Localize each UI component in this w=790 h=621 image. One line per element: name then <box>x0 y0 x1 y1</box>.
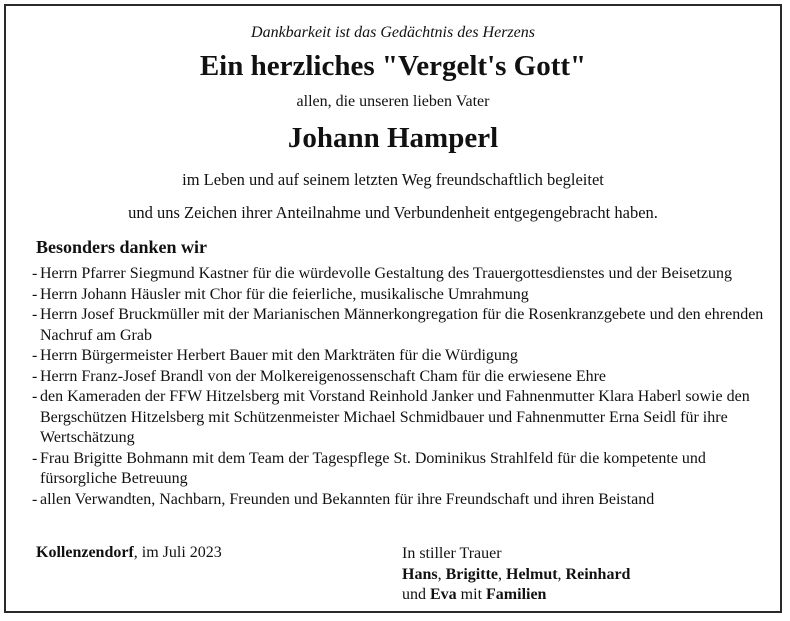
mourner-name: Brigitte <box>445 565 498 583</box>
dash-bullet: - <box>32 490 38 508</box>
obituary-notice <box>4 4 782 613</box>
dash-bullet: - <box>32 388 38 405</box>
list-item-text: Herrn Franz-Josef Brandl von der Molkereigenossenschaft Cham für die erwiesene Ehre <box>40 367 607 385</box>
place-and-date <box>36 544 222 562</box>
list-item-text: den Kameraden der FFW Hitzelsberg mit Vorstand Reinhold Janker und Fahnenmutter Klara Haberl sowie den Bergschützen Hitzelsberg mit Schützenmeister Michael Schmidbauer und Fahnenmutter Erna Seidl für ihre Wertschätzung <box>40 388 750 446</box>
list-item-text: Herrn Josef Bruckmüller mit der Marianischen Männerkongregation für die Rosenkranzgebete und den ehrenden Nachruf am Grab <box>40 306 764 344</box>
deceased-name: Johann Hamperl <box>287 122 499 154</box>
dash-bullet: - <box>32 306 38 323</box>
motto: Dankbarkeit ist das Gedächtnis des Herzens <box>251 24 535 41</box>
list-item-text: Herrn Bürgermeister Herbert Bauer mit den Markträten für die Würdigung <box>40 347 518 364</box>
gratitude-line-2: und uns Zeichen ihrer Anteilnahme und Verbundenheit entgegengebracht haben. <box>128 203 658 222</box>
mourner-name: Hans <box>402 565 438 583</box>
list-item <box>32 285 772 306</box>
mourner-name: Eva <box>430 586 457 603</box>
in-mourning-label: In stiller Trauer <box>402 545 502 562</box>
list-item <box>32 387 772 449</box>
intro-text: allen, die unseren lieben Vater <box>296 93 490 110</box>
mourners-line-1 <box>402 565 630 586</box>
list-item <box>32 367 772 388</box>
mourner-name: Helmut <box>506 565 558 583</box>
list-item <box>32 346 772 367</box>
list-item-text: Frau Brigitte Bohmann mit dem Team der Tagespflege St. Dominikus Strahlfeld für die kompetente und fürsorgliche Betreuung <box>40 449 706 487</box>
dash-bullet: - <box>32 347 38 364</box>
dash-bullet: - <box>32 285 38 303</box>
list-item <box>32 490 772 511</box>
separator: , <box>437 565 446 583</box>
separator: , <box>498 565 506 583</box>
separator: , <box>557 565 566 583</box>
dash-bullet: - <box>32 367 38 385</box>
dash-bullet: - <box>32 449 38 467</box>
list-item <box>32 305 772 346</box>
families-label: Familien <box>486 586 547 603</box>
mourner-name: Reinhard <box>565 565 631 583</box>
thanks-heading: Besonders danken wir <box>36 237 208 257</box>
date-text: , im Juli 2023 <box>133 544 222 561</box>
list-item-text: Herrn Pfarrer Siegmund Kastner für die würdevolle Gestaltung des Trauergottesdienstes und der Beisetzung <box>40 265 732 282</box>
connector-text: mit <box>456 586 487 603</box>
place-name: Kollenzendorf <box>36 544 134 561</box>
list-item <box>32 449 772 490</box>
connector-text: und <box>402 586 430 603</box>
dash-bullet: - <box>32 265 38 282</box>
thanks-list <box>32 264 772 510</box>
headline: Ein herzliches "Vergelt's Gott" <box>199 50 587 82</box>
list-item-text: Herrn Johann Häusler mit Chor für die feierliche, musikalische Umrahmung <box>40 285 529 303</box>
mourners-block <box>402 544 630 606</box>
gratitude-line-1: im Leben und auf seinem letzten Weg freundschaftlich begleitet <box>182 170 604 189</box>
list-item-text: allen Verwandten, Nachbarn, Freunden und Bekannten für ihre Freundschaft und ihren Beistand <box>40 490 655 508</box>
list-item <box>32 264 772 285</box>
mourners-line-2 <box>402 585 630 606</box>
